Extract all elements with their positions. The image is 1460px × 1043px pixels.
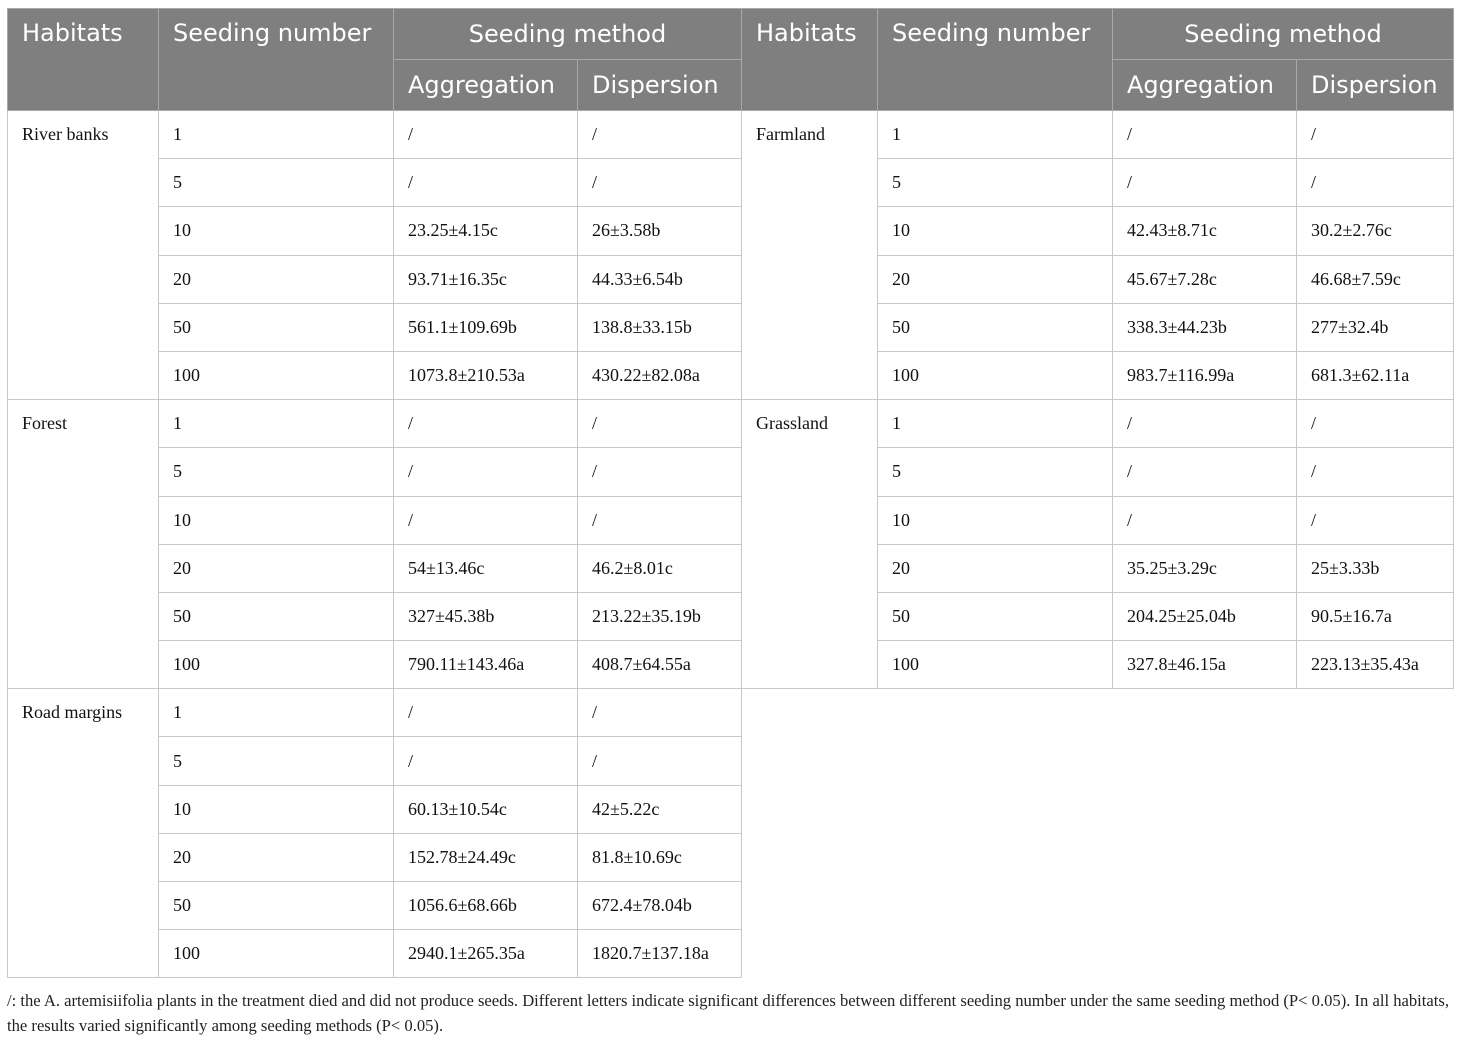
aggregation-value: / xyxy=(394,159,578,207)
seeding-number-cell: 50 xyxy=(159,882,394,930)
dispersion-value: / xyxy=(1297,448,1454,496)
aggregation-value: / xyxy=(1113,400,1297,448)
dispersion-value: / xyxy=(578,689,742,737)
dispersion-value: / xyxy=(1297,496,1454,544)
seeding-number-cell: 1 xyxy=(878,400,1113,448)
dispersion-value: / xyxy=(1297,111,1454,159)
seeding-number-cell: 10 xyxy=(878,496,1113,544)
seeding-number-cell: 10 xyxy=(159,785,394,833)
dispersion-value: 46.2±8.01c xyxy=(578,544,742,592)
habitat-label: Forest xyxy=(8,400,159,689)
aggregation-value: 983.7±116.99a xyxy=(1113,351,1297,399)
seeding-number-cell: 5 xyxy=(159,737,394,785)
dispersion-value: / xyxy=(1297,400,1454,448)
seeding-number-cell: 5 xyxy=(159,448,394,496)
table-row xyxy=(8,255,1454,303)
habitat-label: Farmland xyxy=(742,111,878,400)
seeding-number-cell: 5 xyxy=(878,159,1113,207)
table-body xyxy=(8,111,1454,978)
dispersion-value: 138.8±33.15b xyxy=(578,303,742,351)
seeding-number-cell: 5 xyxy=(878,448,1113,496)
aggregation-value: / xyxy=(1113,111,1297,159)
seeding-number-cell: 10 xyxy=(159,496,394,544)
aggregation-value: 790.11±143.46a xyxy=(394,641,578,689)
dispersion-value: / xyxy=(578,448,742,496)
aggregation-value: / xyxy=(394,448,578,496)
seeding-number-cell: 10 xyxy=(878,207,1113,255)
header-seeding-number-left: Seeding number xyxy=(159,9,394,111)
habitat-label: Grassland xyxy=(742,400,878,689)
seeding-number-cell: 20 xyxy=(159,833,394,881)
dispersion-value: 90.5±16.7a xyxy=(1297,592,1454,640)
aggregation-value: 54±13.46c xyxy=(394,544,578,592)
aggregation-value: 1056.6±68.66b xyxy=(394,882,578,930)
seeding-number-cell: 20 xyxy=(159,255,394,303)
seeding-number-cell: 100 xyxy=(159,351,394,399)
seeding-number-cell: 100 xyxy=(878,641,1113,689)
seeding-number-cell: 1 xyxy=(878,111,1113,159)
header-dispersion-left: Dispersion xyxy=(578,60,742,111)
header-seeding-number-right: Seeding number xyxy=(878,9,1113,111)
dispersion-value: / xyxy=(578,159,742,207)
aggregation-value: / xyxy=(394,111,578,159)
dispersion-value: / xyxy=(578,737,742,785)
seeding-number-cell: 50 xyxy=(878,592,1113,640)
seeding-number-cell: 100 xyxy=(878,351,1113,399)
table-row xyxy=(8,351,1454,399)
header-aggregation-right: Aggregation xyxy=(1113,60,1297,111)
aggregation-value: / xyxy=(394,737,578,785)
dispersion-value: 213.22±35.19b xyxy=(578,592,742,640)
dispersion-value: 46.68±7.59c xyxy=(1297,255,1454,303)
aggregation-value: 35.25±3.29c xyxy=(1113,544,1297,592)
dispersion-value: 1820.7±137.18a xyxy=(578,930,742,978)
seeding-number-cell: 1 xyxy=(159,400,394,448)
aggregation-value: / xyxy=(1113,159,1297,207)
table-row xyxy=(8,159,1454,207)
aggregation-value: 23.25±4.15c xyxy=(394,207,578,255)
aggregation-value: 60.13±10.54c xyxy=(394,785,578,833)
aggregation-value: / xyxy=(394,496,578,544)
seeding-number-cell: 100 xyxy=(159,930,394,978)
aggregation-value: 327.8±46.15a xyxy=(1113,641,1297,689)
aggregation-value: 152.78±24.49c xyxy=(394,833,578,881)
aggregation-value: 2940.1±265.35a xyxy=(394,930,578,978)
dispersion-value: / xyxy=(578,496,742,544)
empty-area xyxy=(742,689,1454,978)
table-row xyxy=(8,592,1454,640)
header-aggregation-left: Aggregation xyxy=(394,60,578,111)
header-habitats-left: Habitats xyxy=(8,9,159,111)
habitat-label: River banks xyxy=(8,111,159,400)
aggregation-value: 327±45.38b xyxy=(394,592,578,640)
seeding-number-cell: 1 xyxy=(159,689,394,737)
aggregation-value: 1073.8±210.53a xyxy=(394,351,578,399)
seeding-number-cell: 50 xyxy=(159,592,394,640)
dispersion-value: / xyxy=(578,400,742,448)
seeding-number-cell: 20 xyxy=(159,544,394,592)
aggregation-value: 338.3±44.23b xyxy=(1113,303,1297,351)
header-seeding-method-left: Seeding method xyxy=(394,9,742,60)
dispersion-value: / xyxy=(578,111,742,159)
dispersion-value: 26±3.58b xyxy=(578,207,742,255)
table-header xyxy=(8,9,1454,111)
table-row xyxy=(8,207,1454,255)
aggregation-value: 45.67±7.28c xyxy=(1113,255,1297,303)
aggregation-value: 561.1±109.69b xyxy=(394,303,578,351)
aggregation-value: / xyxy=(1113,496,1297,544)
table-row xyxy=(8,448,1454,496)
dispersion-value: 430.22±82.08a xyxy=(578,351,742,399)
seeding-number-cell: 50 xyxy=(878,303,1113,351)
seeding-number-cell: 5 xyxy=(159,159,394,207)
dispersion-value: 42±5.22c xyxy=(578,785,742,833)
seeding-number-cell: 1 xyxy=(159,111,394,159)
dispersion-value: 44.33±6.54b xyxy=(578,255,742,303)
aggregation-value: 204.25±25.04b xyxy=(1113,592,1297,640)
seeding-number-cell: 20 xyxy=(878,544,1113,592)
table-row xyxy=(8,400,1454,448)
table-row xyxy=(8,496,1454,544)
seeding-number-cell: 20 xyxy=(878,255,1113,303)
aggregation-value: / xyxy=(394,689,578,737)
table-row xyxy=(8,111,1454,159)
table-row xyxy=(8,689,1454,737)
header-habitats-right: Habitats xyxy=(742,9,878,111)
results-table xyxy=(7,8,1454,978)
habitat-label: Road margins xyxy=(8,689,159,978)
table-row xyxy=(8,544,1454,592)
dispersion-value: 223.13±35.43a xyxy=(1297,641,1454,689)
table-row xyxy=(8,303,1454,351)
seeding-number-cell: 10 xyxy=(159,207,394,255)
seeding-number-cell: 100 xyxy=(159,641,394,689)
dispersion-value: 277±32.4b xyxy=(1297,303,1454,351)
dispersion-value: 681.3±62.11a xyxy=(1297,351,1454,399)
dispersion-value: 672.4±78.04b xyxy=(578,882,742,930)
table-row xyxy=(8,641,1454,689)
aggregation-value: / xyxy=(1113,448,1297,496)
aggregation-value: 93.71±16.35c xyxy=(394,255,578,303)
table-footnote: /: the A. artemisiifolia plants in the treatment died and did not produce seeds. Different letters indicate significant differences between different seeding number under the same seeding method (P< 0.05). In all habitats, the results varied significantly among seeding methods (P< 0.05). xyxy=(7,991,1449,1035)
dispersion-value: / xyxy=(1297,159,1454,207)
dispersion-value: 81.8±10.69c xyxy=(578,833,742,881)
aggregation-value: / xyxy=(394,400,578,448)
header-seeding-method-right: Seeding method xyxy=(1113,9,1454,60)
aggregation-value: 42.43±8.71c xyxy=(1113,207,1297,255)
dispersion-value: 408.7±64.55a xyxy=(578,641,742,689)
dispersion-value: 25±3.33b xyxy=(1297,544,1454,592)
seeding-number-cell: 50 xyxy=(159,303,394,351)
dispersion-value: 30.2±2.76c xyxy=(1297,207,1454,255)
header-dispersion-right: Dispersion xyxy=(1297,60,1454,111)
